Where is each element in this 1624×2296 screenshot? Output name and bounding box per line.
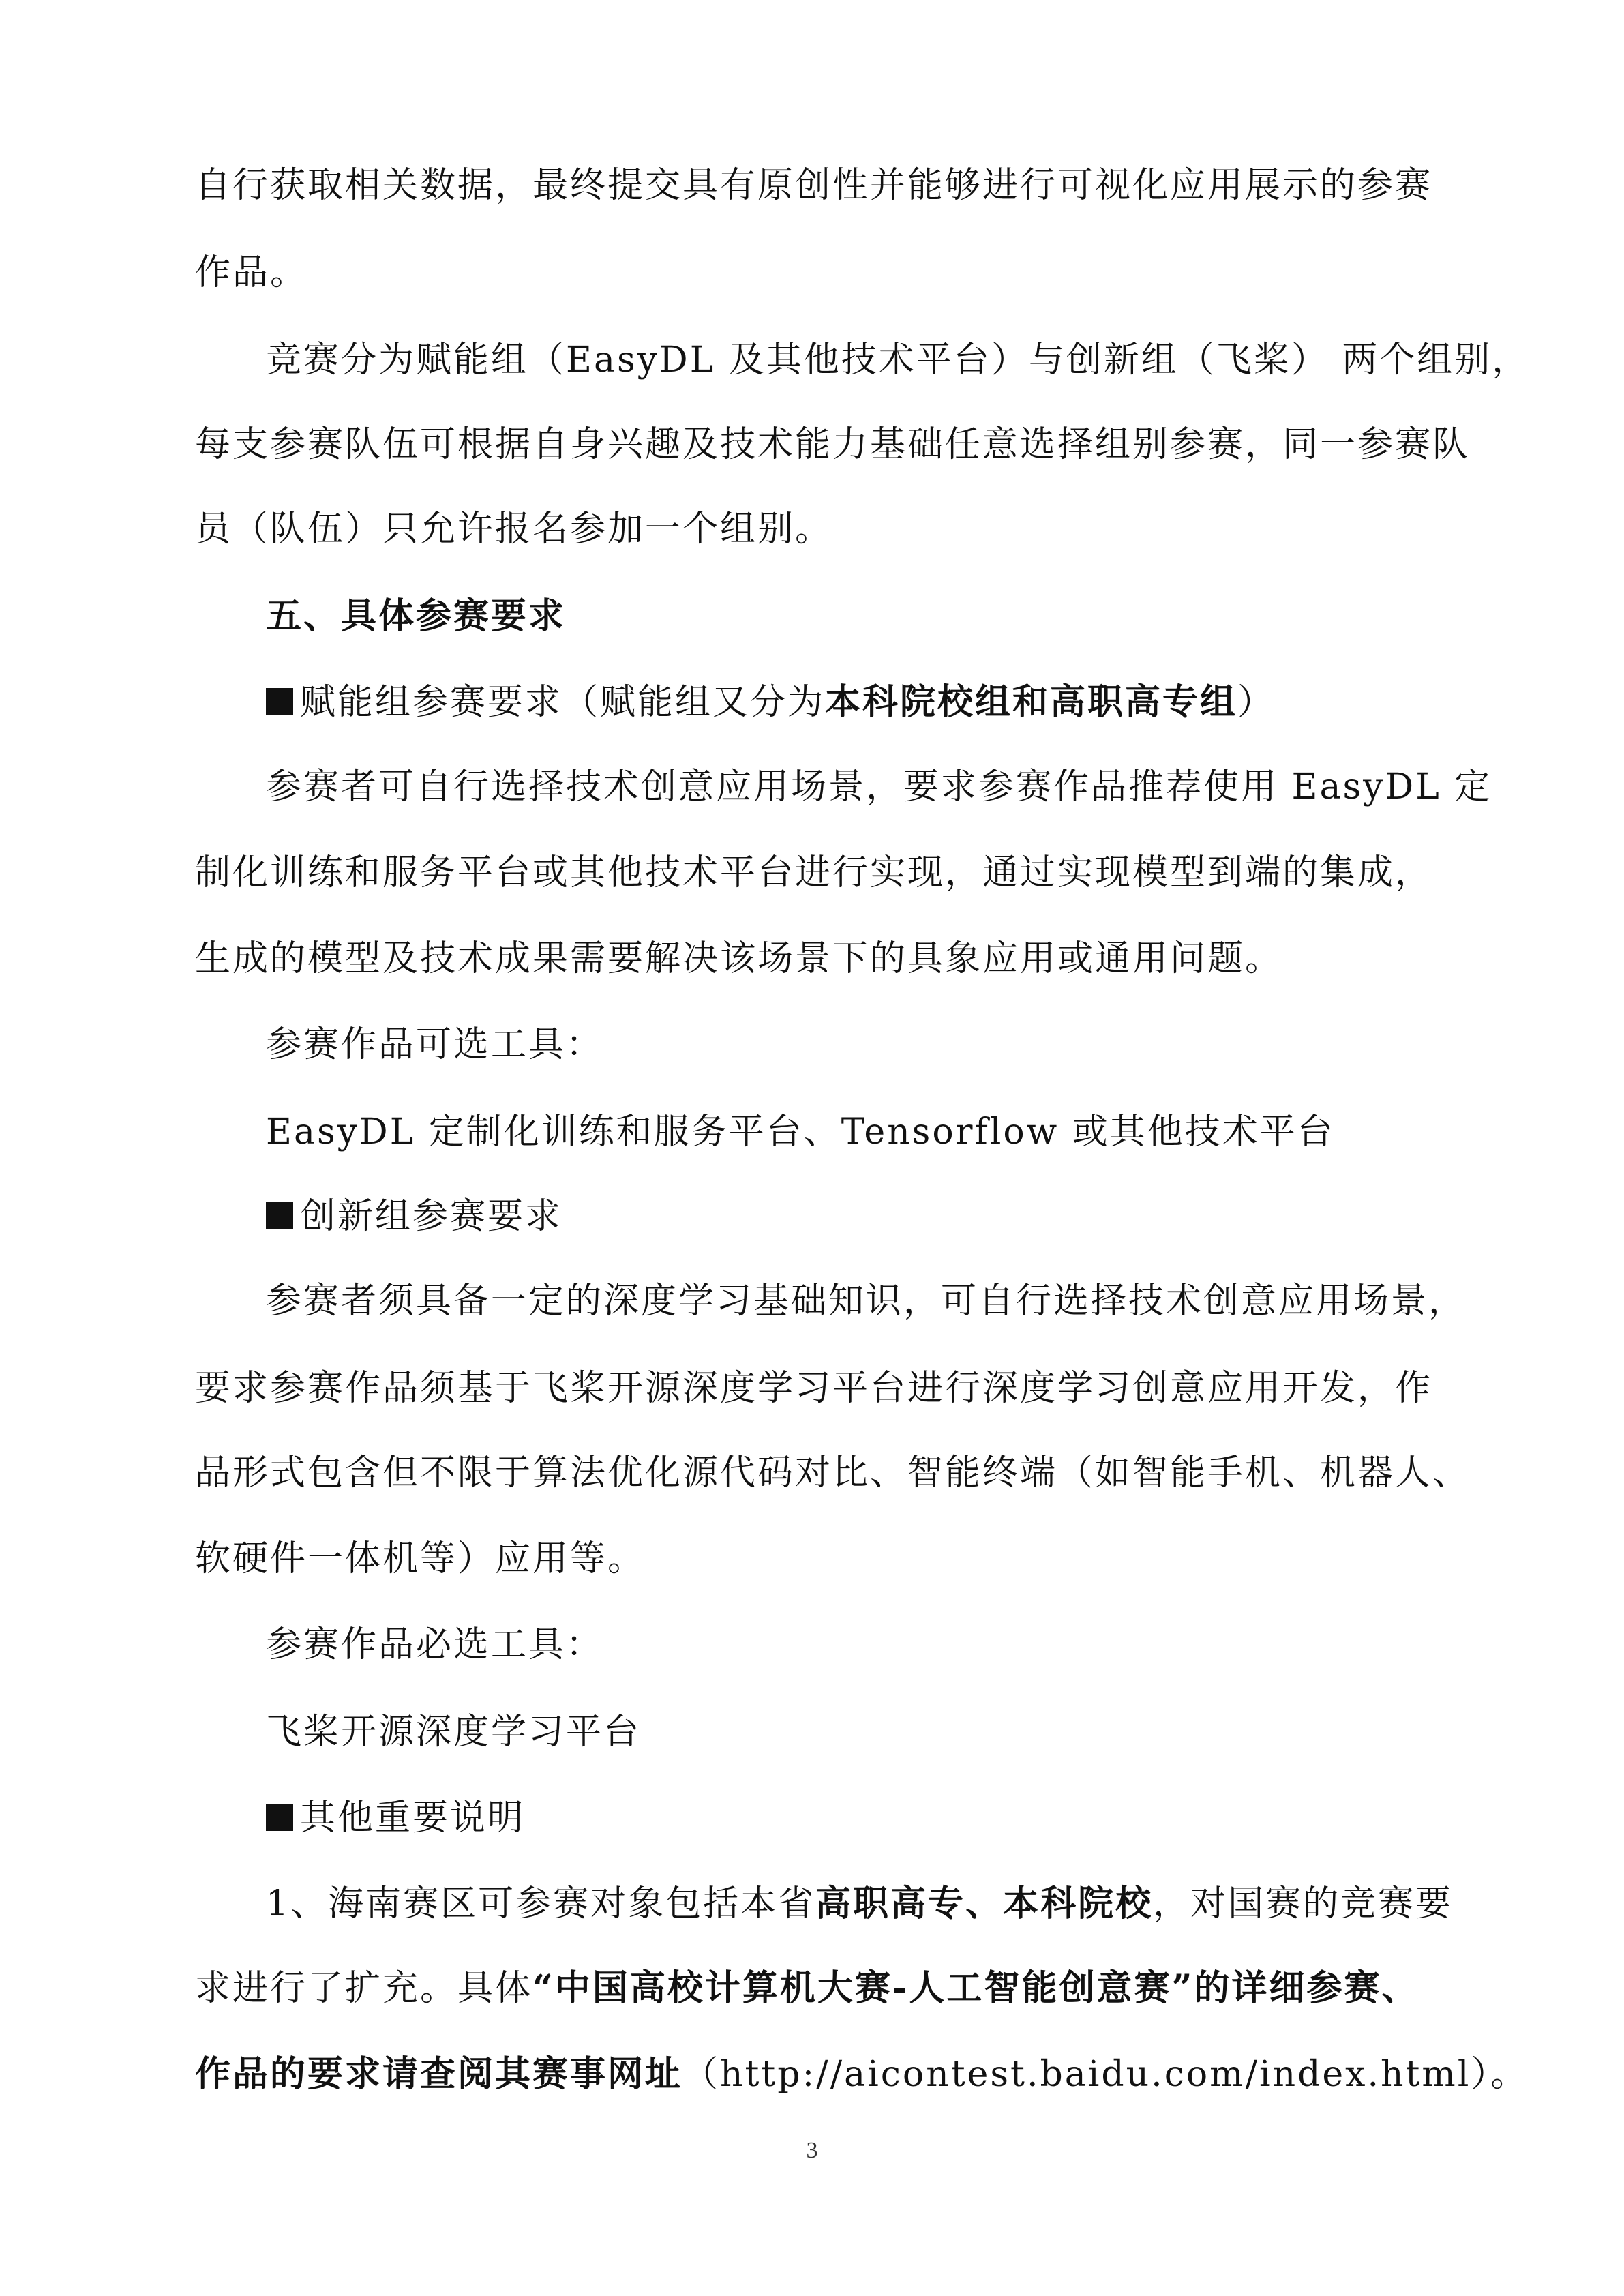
paragraph-line: 每支参赛队伍可根据自身兴趣及技术能力基础任意选择组别参赛，同一参赛队 [195, 424, 1471, 465]
paragraph-line: 作品的要求请查阅其赛事网址（http://aicontest.baidu.com/index.html）。 [195, 2053, 1529, 2095]
subsection-heading: 创新组参赛要求 [266, 1195, 562, 1238]
paragraph-line: 软硬件一体机等）应用等。 [195, 1538, 646, 1579]
subsection-heading: 赋能组参赛要求（赋能组又分为本科院校组和高职高专组） [266, 681, 1275, 724]
black-square-bullet-icon [266, 1804, 293, 1831]
paragraph-line: 品形式包含但不限于算法优化源代码对比、智能终端（如智能手机、机器人、 [195, 1452, 1471, 1493]
black-square-bullet-icon [266, 688, 293, 715]
page-number: 3 [806, 2138, 818, 2163]
paragraph-line: 1、海南赛区可参赛对象包括本省高职高专、本科院校，对国赛的竞赛要 [266, 1883, 1454, 1924]
tools-label: 参赛作品必选工具： [266, 1624, 604, 1665]
black-square-bullet-icon [266, 1202, 293, 1229]
section-heading: 五、具体参赛要求 [266, 595, 567, 637]
paragraph-line: 制化训练和服务平台或其他技术平台进行实现，通过实现模型到端的集成， [195, 852, 1433, 893]
paragraph-line: 求进行了扩充。具体“中国高校计算机大赛-人工智能创意赛”的详细参赛、 [195, 1967, 1419, 2009]
paragraph-line: 自行获取相关数据，最终提交具有原创性并能够进行可视化应用展示的参赛 [195, 165, 1433, 206]
paragraph-line: 竞赛分为赋能组（EasyDL 及其他技术平台）与创新组（飞桨） 两个组别， [266, 340, 1530, 381]
tools-list: EasyDL 定制化训练和服务平台、Tensorflow 或其他技术平台 [266, 1112, 1335, 1152]
paragraph-line: 参赛者须具备一定的深度学习基础知识，可自行选择技术创意应用场景， [266, 1281, 1467, 1322]
subsection-heading: 其他重要说明 [266, 1796, 525, 1840]
paragraph-line: 作品。 [195, 252, 308, 293]
paragraph-line: 参赛者可自行选择技术创意应用场景，要求参赛作品推荐使用 EasyDL 定 [266, 766, 1492, 807]
contest-url: （http://aicontest.baidu.com/index.html）。 [682, 2054, 1529, 2095]
paragraph-line: 员（队伍）只允许报名参加一个组别。 [195, 509, 833, 550]
tools-list: 飞桨开源深度学习平台 [266, 1712, 642, 1753]
paragraph-line: 要求参赛作品须基于飞桨开源深度学习平台进行深度学习创意应用开发，作 [195, 1368, 1433, 1409]
paragraph-line: 生成的模型及技术成果需要解决该场景下的具象应用或通用问题。 [195, 938, 1283, 979]
tools-label: 参赛作品可选工具： [266, 1024, 604, 1065]
